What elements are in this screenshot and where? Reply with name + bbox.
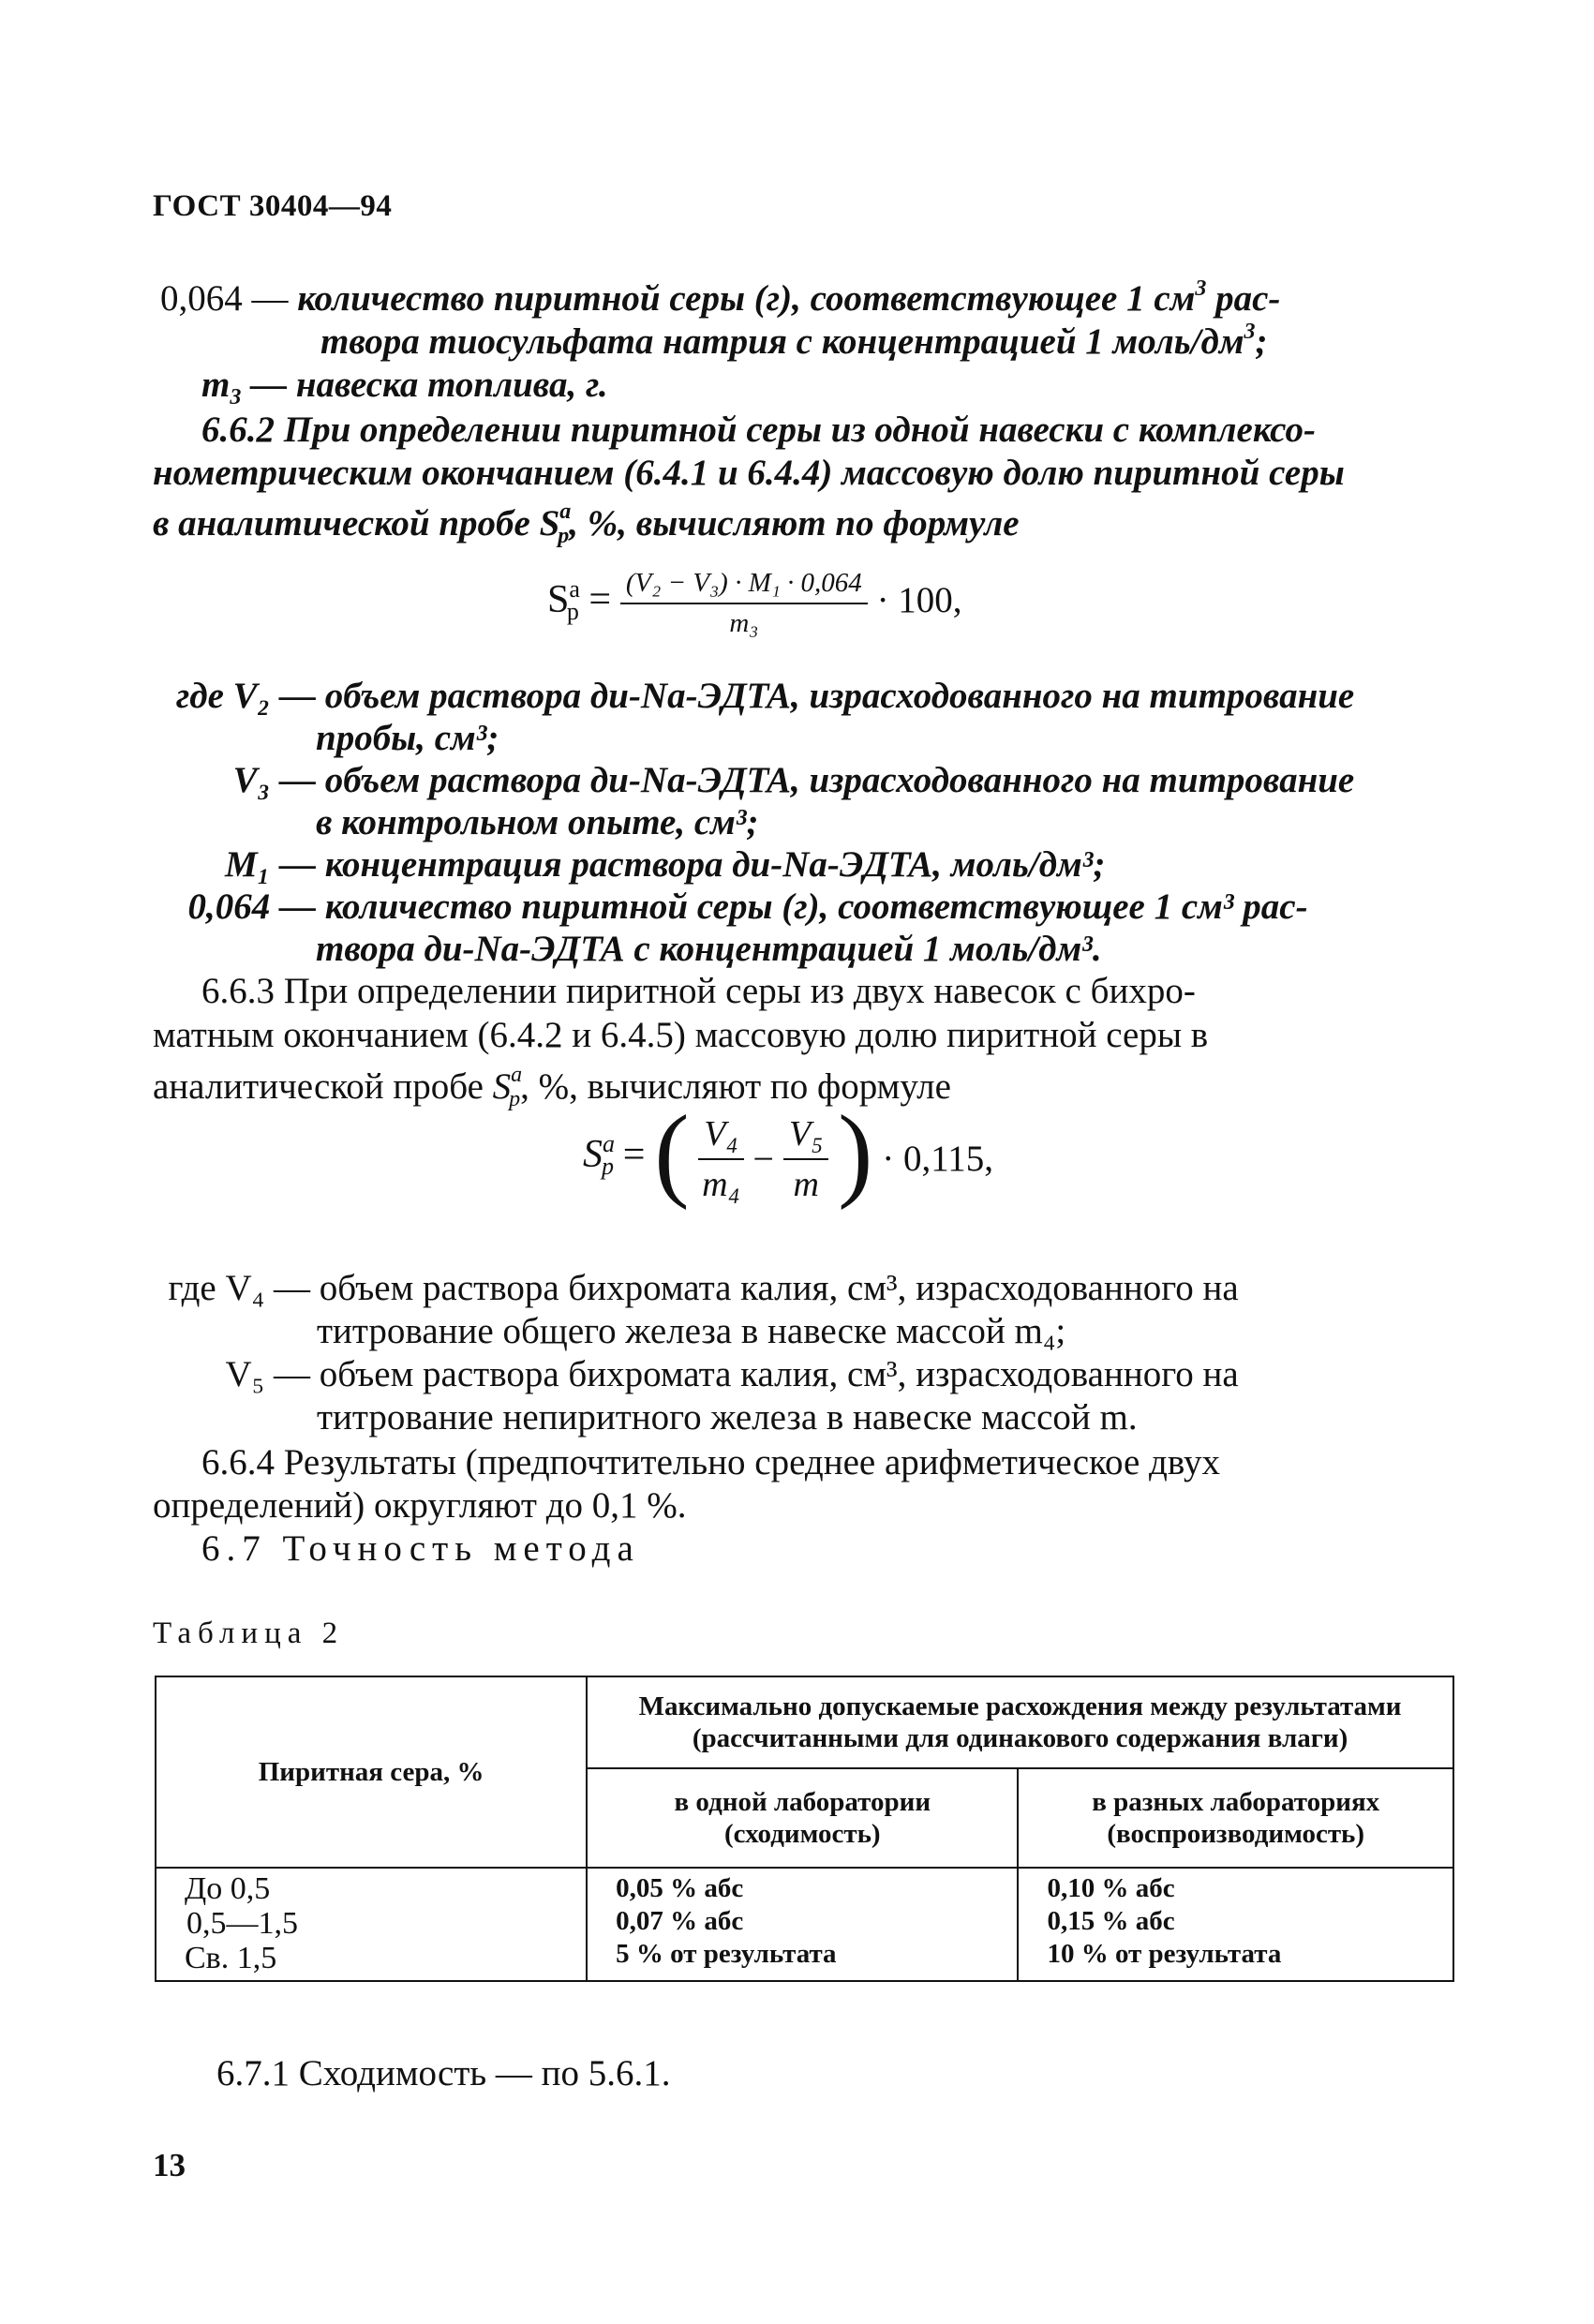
- definitions-block-1: [153, 276, 1446, 410]
- paragraph-6-6-4: 6.6.4 Результаты (предпочтительно среднее арифметическое двух определений) округляют до 0,1 %.: [153, 1442, 1220, 1526]
- definition-0064-line2: твора тиосульфата натрия с концентрацией 1 моль/$дм^3$;: [320, 320, 1268, 362]
- table-header-pyritic-sulfur: Пиритная сера, %: [156, 1676, 587, 1868]
- where1-v2: где V₂ — объем раствора ди-Na-ЭДТА, израсходованного на титрование: [175, 676, 1355, 716]
- table-cell-diff-lab: 0,10 % абс 0,15 % абс 10 % от результата: [1018, 1868, 1453, 1981]
- definition-0064-line1: 0,064 — количество пиритной серы (г), соответствующее 1 $см^3$ рас-: [160, 276, 1281, 319]
- where-list-1: где V₂ — объем раствора ди-Na-ЭДТА, израсходованного на титрование пробы, см³; V₃ — объем раствора ди-Na-ЭДТА, израсходованного на титрование в контрольном опыте, см³; M₁ — концентрация раствора ди-Na-ЭДТА, моль/дм³; 0,064 — количество пиритной серы (г), соответствующее 1 см³ рас- твора ди-Na-ЭДТА с концентрацией 1 моль/дм³.: [153, 675, 1446, 970]
- table-header-max-discrepancy: Максимально допускаемые расхождения между результатами (рассчитанными для одинакового содержания влаги): [587, 1676, 1453, 1768]
- paragraph-6-6-3: 6.6.3 При определении пиритной серы из двух навесок с бихро- матным окончанием (6.4.2 и 6.4.5) массовую долю пиритной серы в аналитической пробе $S^a_p$, %, вычисляют по формуле: [153, 971, 1209, 1111]
- formula2-fraction-2: $\frac{\text{V₅}}{m}$: [783, 1113, 828, 1205]
- formula-pyritic-sulfur-dichromate: $S^a_p$ = ( $\frac{\text{V₄}}{\text{m₄}}$ − $\frac{\text{V₅}}{m}$ ) · 0,115,: [583, 1095, 994, 1211]
- formula1-fraction: $\frac{\text{(V₂ − V₃) · M₁ · 0,064}}{\text{m₃}}$: [620, 568, 868, 639]
- where2-v5: V₅ — объем раствора бихромата калия, см³, израсходованного на: [225, 1354, 1239, 1394]
- formula2-lhs: $S^a_p$: [583, 1130, 615, 1181]
- definition-m3: $m_3$ — навеска топлива, г.: [201, 365, 608, 410]
- formula2-multiplier: · 0,115,: [882, 1139, 994, 1179]
- paragraph-6-7-1: 6.7.1 Сходимость — по 5.6.1.: [216, 2053, 671, 2093]
- where1-v3: V₃ — объем раствора ди-Na-ЭДТА, израсходованного на титрование: [232, 760, 1355, 800]
- where1-0064: 0,064 — количество пиритной серы (г), соответствующее 1 см³ рас-: [187, 886, 1308, 927]
- section-title-6-7: 6.7 Точность метода: [201, 1528, 640, 1569]
- page-number: 13: [153, 2147, 186, 2183]
- table-caption: Таблица 2: [153, 1616, 345, 1650]
- table-cell-range: До 0,5 0,5—1,5 Св. 1,5: [156, 1868, 587, 1981]
- table-2: [155, 1676, 1454, 1982]
- document-header: ГОСТ 30404—94: [153, 189, 393, 223]
- table-body-row: [156, 1868, 1453, 1981]
- where-list-2: где V₄ — объем раствора бихромата калия, см³, израсходованного на титрование общего железа в навеске массой m₄; V₅ — объем раствора бихромата калия, см³, израсходованного на титрование непиритного железа в навеске массой m.: [153, 1267, 1446, 1439]
- where1-m1: M₁ — концентрация раствора ди-Na-ЭДТА, моль/дм³;: [224, 844, 1106, 885]
- formula1-lhs: $S^a_p$ =: [547, 574, 612, 625]
- table-header-diff-labs: в разных лабораториях (воспроизводимость): [1018, 1768, 1453, 1868]
- paragraph-6-6-2: 6.6.2 При определении пиритной серы из одной навески с комплексо- нометрическим окончанием (6.4.1 и 6.4.4) массовую долю пиритной серы в аналитической пробе $S^a_p$, %, вычисляют по формуле: [153, 410, 1345, 548]
- formula1-multiplier: · 100,: [876, 579, 962, 620]
- table-cell-same-lab: 0,05 % абс 0,07 % абс 5 % от результата: [587, 1868, 1018, 1981]
- where2-v4: где V₄ — объем раствора бихромата калия, см³, израсходованного на: [168, 1268, 1239, 1308]
- formula2-fraction-1: $\frac{\text{V₄}}{\text{m₄}}$: [698, 1113, 743, 1205]
- formula-pyritic-sulfur-complexometric: [547, 568, 962, 639]
- table-header-same-lab: в одной лаборатории (сходимость): [587, 1768, 1018, 1868]
